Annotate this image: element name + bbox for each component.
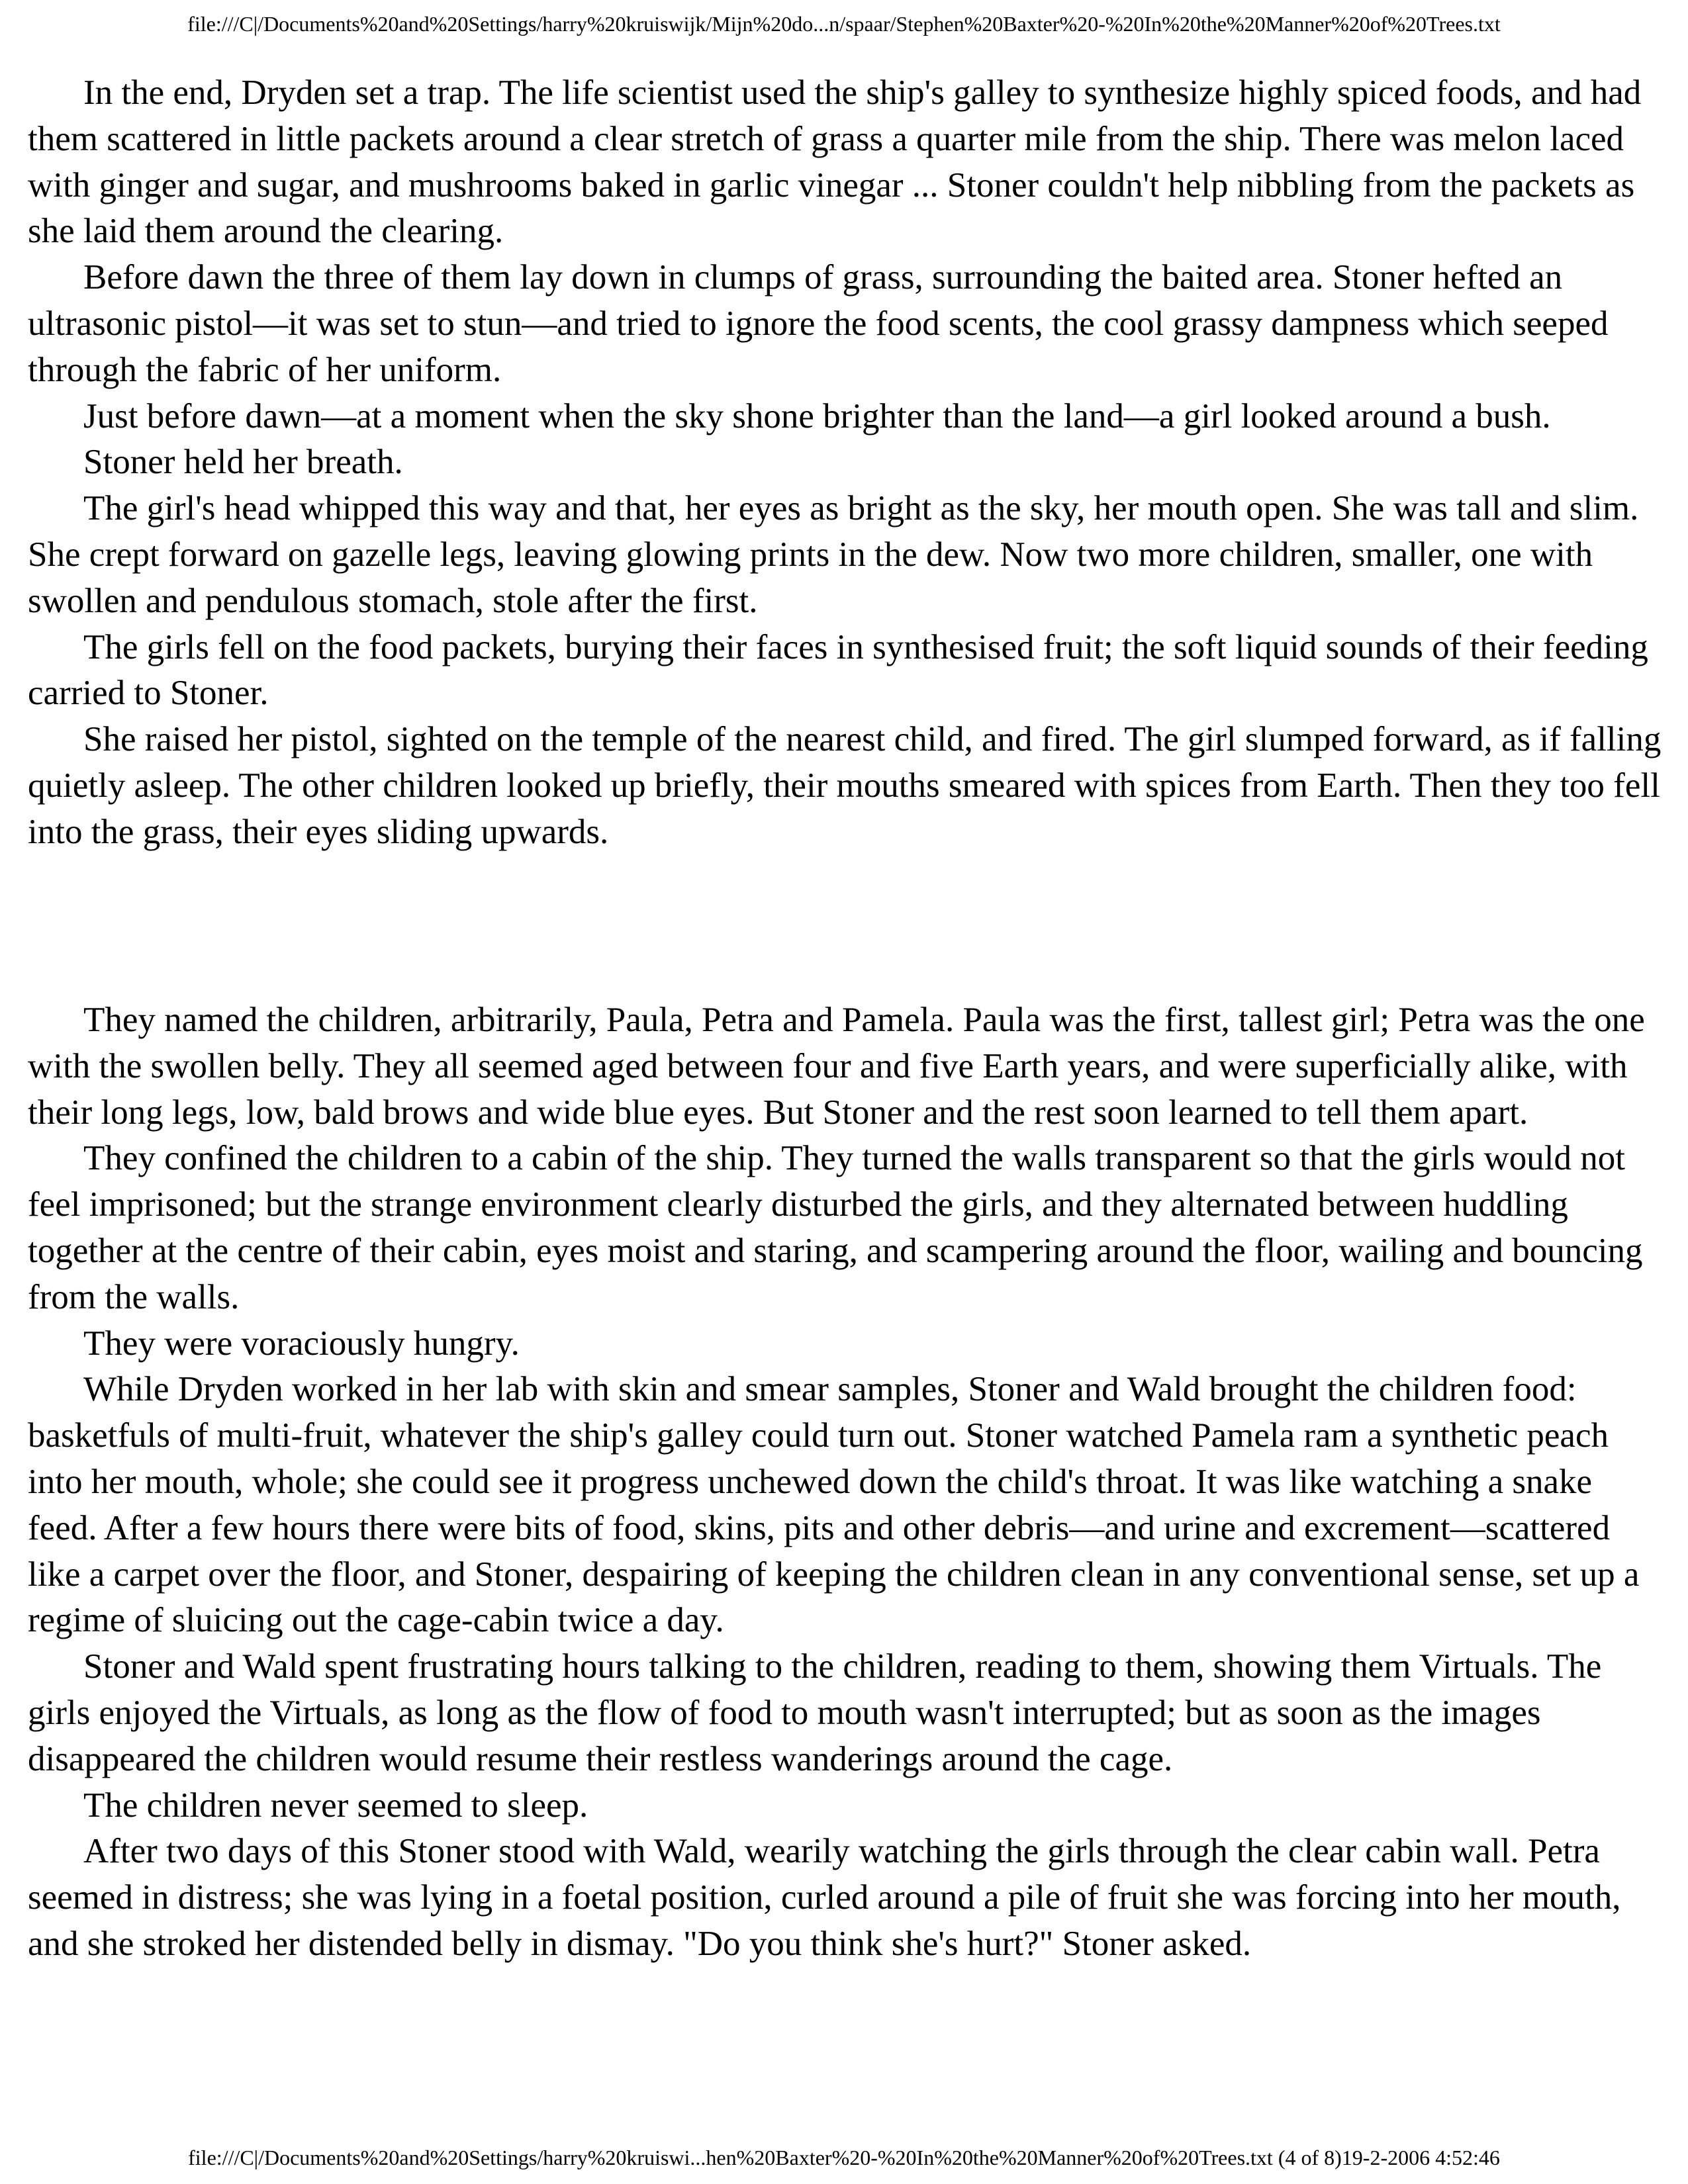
paragraph: The girls fell on the food packets, burying their faces in synthesised fruit; the soft liquid sounds of their feeding carried to Stoner. xyxy=(28,627,1648,713)
text-section-2 xyxy=(28,997,1669,1968)
paragraph: The girl's head whipped this way and that, her eyes as bright as the sky, her mouth open. She was tall and slim. She crept forward on gazelle legs, leaving glowing prints in the dew. Now two more children, smaller, one with swollen and pendulous stomach, stole after the first. xyxy=(28,489,1639,620)
paragraph: The children never seemed to sleep. xyxy=(83,1786,588,1825)
paragraph: Stoner held her breath. xyxy=(83,443,403,482)
text-section-1 xyxy=(28,70,1669,856)
paragraph: They confined the children to a cabin of the ship. They turned the walls transparent so that the girls would not feel imprisoned; but the strange environment clearly disturbed the girls, and they alternated between huddling together at the centre of their cabin, eyes moist and staring, and scampering around the floor, wailing and bouncing from the walls. xyxy=(28,1139,1643,1316)
paragraph: In the end, Dryden set a trap. The life scientist used the ship's galley to synthesize highly spiced foods, and had them scattered in little packets around a clear stretch of grass a quarter mile from the ship. There was melon laced with ginger and sugar, and mushrooms baked in garlic vinegar ... Stoner couldn't help nibbling from the packets as she laid them around the clearing. xyxy=(28,73,1642,251)
header-file-path: file:///C|/Documents%20and%20Settings/harry%20kruiswijk/Mijn%20do...n/spaar/Stephen%20Baxter%20-%20In%20the%20Manner%20of%20Trees.txt xyxy=(187,12,1501,36)
paragraph: She raised her pistol, sighted on the temple of the nearest child, and fired. The girl slumped forward, as if falling quietly asleep. The other children looked up briefly, their mouths smeared with spices from Earth. Then they too fell into the grass, their eyes sliding upwards. xyxy=(28,720,1662,851)
footer-file-path: file:///C|/Documents%20and%20Settings/harry%20kruiswi...hen%20Baxter%20-%20In%20the%20Manner%20of%20Trees.txt (4 of 8)19-2-2006 4:52:46 xyxy=(188,2146,1500,2169)
paragraph: While Dryden worked in her lab with skin and smear samples, Stoner and Wald brought the children food: basketfuls of multi-fruit, whatever the ship's galley could turn out. Stoner watched Pamela ram a synthetic peach into her mouth, whole; she could see it progress unchewed down the child's throat. It was like watching a snake feed. After a few hours there were bits of food, skins, pits and other debris—and urine and excrement—scattered like a carpet over the floor, and Stoner, despairing of keeping the children clean in any conventional sense, set up a regime of sluicing out the cage-cabin twice a day. xyxy=(28,1370,1640,1640)
paragraph: Stoner and Wald spent frustrating hours talking to the children, reading to them, showing them Virtuals. The girls enjoyed the Virtuals, as long as the flow of food to mouth wasn't interrupted; but as soon as the images disappeared the children would resume their restless wanderings around the cage. xyxy=(28,1647,1602,1778)
paragraph: Just before dawn—at a moment when the sky shone brighter than the land—a girl looked around a bush. xyxy=(83,396,1551,435)
paragraph: They were voraciously hungry. xyxy=(83,1324,520,1363)
paragraph: They named the children, arbitrarily, Paula, Petra and Pamela. Paula was the first, tallest girl; Petra was the one with the swollen belly. They all seemed aged between four and five Earth years, and were superficially alike, with their long legs, low, bald brows and wide blue eyes. But Stoner and the rest soon learned to tell them apart. xyxy=(28,1001,1645,1132)
paragraph: After two days of this Stoner stood with Wald, wearily watching the girls through the clear cabin wall. Petra seemed in distress; she was lying in a foetal position, curled around a pile of fruit she was forcing into her mouth, and she stroked her distended belly in dismay. "Do you think she's hurt?" Stoner asked. xyxy=(28,1832,1621,1963)
paragraph: Before dawn the three of them lay down in clumps of grass, surrounding the baited area. Stoner hefted an ultrasonic pistol—it was set to stun—and tried to ignore the food scents, the cool grassy dampness which seeped through the fabric of her uniform. xyxy=(28,258,1609,389)
